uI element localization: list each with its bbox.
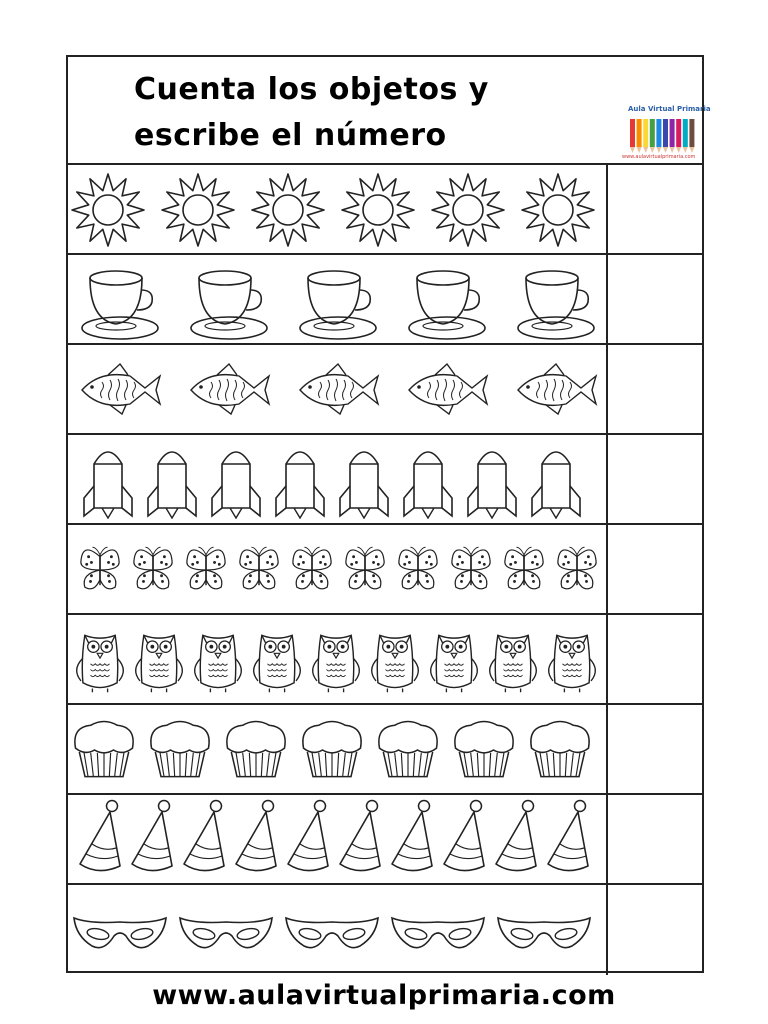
fish-icon (402, 345, 492, 435)
objects-area (68, 255, 608, 343)
answer-box[interactable] (608, 255, 704, 343)
cup-icon (293, 255, 383, 345)
counting-row (68, 435, 702, 525)
logo-text: Aula Virtual Primaria (628, 105, 711, 113)
worksheet-header (68, 57, 711, 165)
sun-icon (153, 165, 243, 255)
colored-pencils-icon (628, 113, 708, 153)
mask-icon (75, 885, 165, 975)
answer-box[interactable] (608, 345, 704, 433)
counting-row (68, 345, 702, 435)
fish-icon (75, 345, 165, 435)
answer-box[interactable] (608, 435, 704, 523)
answer-box[interactable] (608, 885, 704, 975)
owl-icon (527, 615, 617, 705)
worksheet-title: Cuenta los objetos y escribe el número (134, 72, 489, 153)
objects-area (68, 165, 608, 253)
counting-row (68, 525, 702, 615)
objects-area (68, 525, 608, 613)
sun-icon (333, 165, 423, 255)
answer-box[interactable] (608, 615, 704, 703)
answer-box[interactable] (608, 705, 704, 793)
cupcake-icon (515, 705, 605, 795)
sun-icon (423, 165, 513, 255)
counting-row (68, 795, 702, 885)
answer-box[interactable] (608, 525, 704, 613)
cup-icon (75, 255, 165, 345)
cup-icon (184, 255, 274, 345)
footer-url: www.aulavirtualprimaria.com (152, 980, 616, 1011)
answer-box[interactable] (608, 165, 704, 253)
logo-url: www.aulavirtualprimaria.com (622, 154, 696, 160)
fish-icon (184, 345, 274, 435)
sun-icon (243, 165, 333, 255)
counting-row (68, 885, 702, 975)
objects-area (68, 345, 608, 433)
objects-area (68, 435, 608, 523)
answer-box[interactable] (608, 795, 704, 883)
fish-icon (293, 345, 383, 435)
counting-row (68, 705, 702, 795)
objects-area (68, 795, 608, 883)
worksheet-frame (66, 55, 711, 973)
cup-icon (511, 255, 601, 345)
counting-row (68, 165, 702, 255)
logo (620, 105, 711, 161)
cup-icon (402, 255, 492, 345)
mask-icon (499, 885, 589, 975)
objects-area (68, 885, 608, 975)
party-hat-icon (525, 795, 615, 885)
fish-icon (511, 345, 601, 435)
objects-area (68, 705, 608, 793)
mask-icon (393, 885, 483, 975)
sun-icon (63, 165, 153, 255)
sun-icon (513, 165, 603, 255)
mask-icon (287, 885, 377, 975)
rocket-icon (511, 435, 601, 525)
counting-row (68, 255, 702, 345)
counting-row (68, 615, 702, 705)
mask-icon (181, 885, 271, 975)
objects-area (68, 615, 608, 703)
